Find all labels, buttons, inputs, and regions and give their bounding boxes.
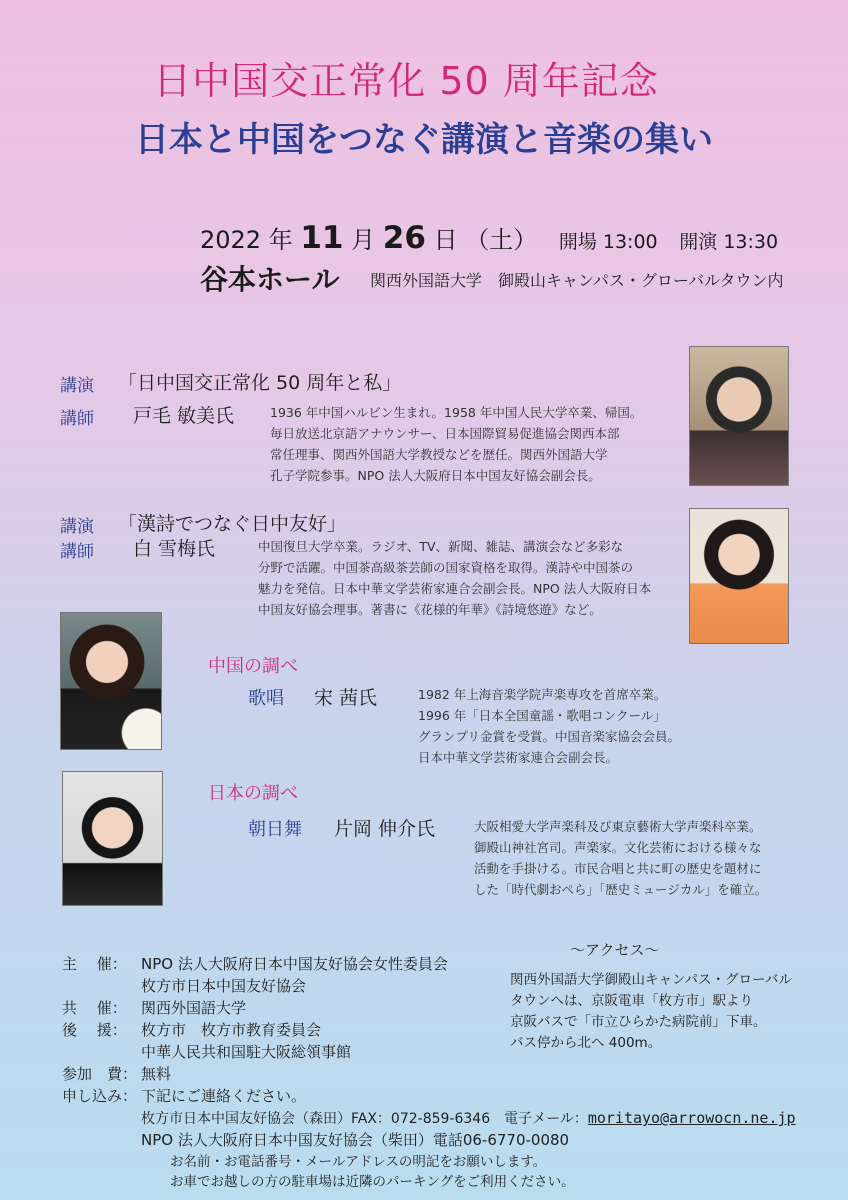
bio-line: 1936 年中国ハルビン生まれ。1958 年中国人民大学卒業、帰国。 <box>270 405 643 420</box>
music2-role: 朝日舞 <box>248 819 302 840</box>
bio-line: 孔子学院参事。NPO 法人大阪府日本中国友好協会副会長。 <box>270 468 601 483</box>
bio-line: 常任理事、関西外国語大学教授などを歴任。関西外国語大学 <box>270 447 608 462</box>
lecture1-bio <box>270 402 670 486</box>
lecture2-speaker-label: 講師 <box>60 542 94 562</box>
bio-line: 1996 年「日本全国童謡・歌唱コンクール」 <box>418 708 666 723</box>
event-month: 11 <box>300 220 344 256</box>
note-2: お車でお越しの方の駐車場は近隣のパーキングをご利用ください。 <box>170 1174 575 1190</box>
email-link[interactable]: moritayo@arrowocn.ne.jp <box>587 1109 796 1127</box>
lecture1-speaker-label: 講師 <box>60 409 94 429</box>
music2-bio <box>474 816 814 900</box>
support-2: 中華人民共和国駐大阪総領事館 <box>141 1043 352 1061</box>
organizer-label: 主 催： <box>62 955 127 973</box>
cohost: 関西外国語大学 <box>141 999 247 1017</box>
event-day-unit: 日 <box>433 226 458 254</box>
lecture1-title: 「日中国交正常化 50 周年と私」 <box>118 372 402 394</box>
bio-line: した「時代劇おぺら」「歴史ミュージカル」を確立。 <box>474 882 768 897</box>
event-date <box>200 220 778 256</box>
lecture2-title: 「漢詩でつなぐ日中友好」 <box>118 513 347 535</box>
music1-role: 歌唱 <box>248 688 284 709</box>
event-year-unit: 年 <box>268 226 293 254</box>
event-weekday: （土） <box>465 226 538 254</box>
bio-line: 中国復旦大学卒業。ラジオ、TV、新聞、雑誌、講演会など多彩な <box>258 539 624 554</box>
apply-label: 申し込み： <box>62 1087 138 1105</box>
note-1: お名前・お電話番号・メールアドレスの明記をお願いします。 <box>170 1154 547 1170</box>
access-line: 関西外国語大学御殿山キャンパス・グローバル <box>510 972 792 988</box>
contact-1-text: 枚方市日本中国友好協会（森田）FAX：072-859-6346 電子メール： <box>141 1111 588 1127</box>
cohost-label: 共 催： <box>62 999 127 1017</box>
fee-label: 参加 費： <box>62 1065 138 1083</box>
lecture1-talk-label: 講演 <box>60 376 94 396</box>
bio-line: 分野で活躍。中国茶高級茶芸師の国家資格を取得。漢詩や中国茶の <box>258 560 634 575</box>
access-line: 京阪バスで「市立ひらかた病院前」下車。 <box>510 1014 767 1030</box>
lecture2-talk-label: 講演 <box>60 517 94 537</box>
organizer-1: NPO 法人大阪府日本中国友好協会女性委員会 <box>141 955 448 973</box>
music1-bio <box>418 684 718 768</box>
lecture1-speaker: 戸毛 敏美氏 <box>133 405 235 427</box>
music2-performer: 片岡 伸介氏 <box>334 818 436 840</box>
venue-location: 関西外国語大学 御殿山キャンパス・グローバルタウン内 <box>370 271 784 290</box>
fee: 無料 <box>141 1065 172 1083</box>
access-text <box>510 970 810 1054</box>
event-start-time: 開演 13:30 <box>679 231 779 253</box>
organizer-2: 枚方市日本中国友好協会 <box>141 977 307 995</box>
venue-name: 谷本ホール <box>200 263 340 296</box>
bio-line: 毎日放送北京語アナウンサー、日本国際貿易促進協会関西本部 <box>270 426 620 441</box>
page-title: 日中国交正常化 50 周年記念 <box>153 59 659 103</box>
speaker2-photo <box>689 508 789 644</box>
bio-line: 日本中華文学芸術家連合会副会長。 <box>418 750 619 765</box>
bio-line: 1982 年上海音楽学院声楽専攻を首席卒業。 <box>418 687 667 702</box>
bio-line: 中国友好協会理事。著書に《花様的年華》《詩境悠遊》など。 <box>258 602 602 617</box>
event-open-time: 開場 13:00 <box>558 231 658 253</box>
singer-photo <box>60 612 162 750</box>
apply-text: 下記にご連絡ください。 <box>141 1087 307 1105</box>
lecture2-speaker: 白 雪梅氏 <box>133 538 216 560</box>
bio-line: 魅力を発信。日本中華文学芸術家連合会副会長。NPO 法人大阪府日本 <box>258 581 652 596</box>
access-line: タウンへは、京阪電車「枚方市」駅より <box>510 993 753 1009</box>
page-subtitle: 日本と中国をつなぐ講演と音楽の集い <box>135 120 713 160</box>
event-year: 2022 <box>200 226 262 254</box>
speaker1-photo <box>689 346 789 486</box>
lecture2-bio <box>258 536 678 620</box>
dancer-photo <box>62 771 163 906</box>
contact-2: NPO 法人大阪府日本中国友好協会（柴田）電話06-6770-0080 <box>141 1131 570 1149</box>
access-heading: ～アクセス～ <box>570 941 660 959</box>
event-day: 26 <box>382 220 426 256</box>
music1-performer: 宋 茜氏 <box>314 687 378 709</box>
bio-line: 御殿山神社宮司。声楽家。文化芸術における様々な <box>474 840 762 855</box>
bio-line: グランプリ金賞を受賞。中国音楽家協会会員。 <box>418 729 681 744</box>
event-month-unit: 月 <box>351 226 376 254</box>
bio-line: 大阪相愛大学声楽科及び東京藝術大学声楽科卒業。 <box>474 819 762 834</box>
access-line: バス停から北へ 400m。 <box>510 1035 662 1051</box>
music2-heading: 日本の調べ <box>208 783 298 804</box>
music1-heading: 中国の調べ <box>208 656 298 677</box>
contact-1 <box>141 1107 796 1130</box>
bio-line: 活動を手掛ける。市民合唱と共に町の歴史を題材に <box>474 861 762 876</box>
support-label: 後 援： <box>62 1021 127 1039</box>
support-1: 枚方市 枚方市教育委員会 <box>141 1021 322 1039</box>
